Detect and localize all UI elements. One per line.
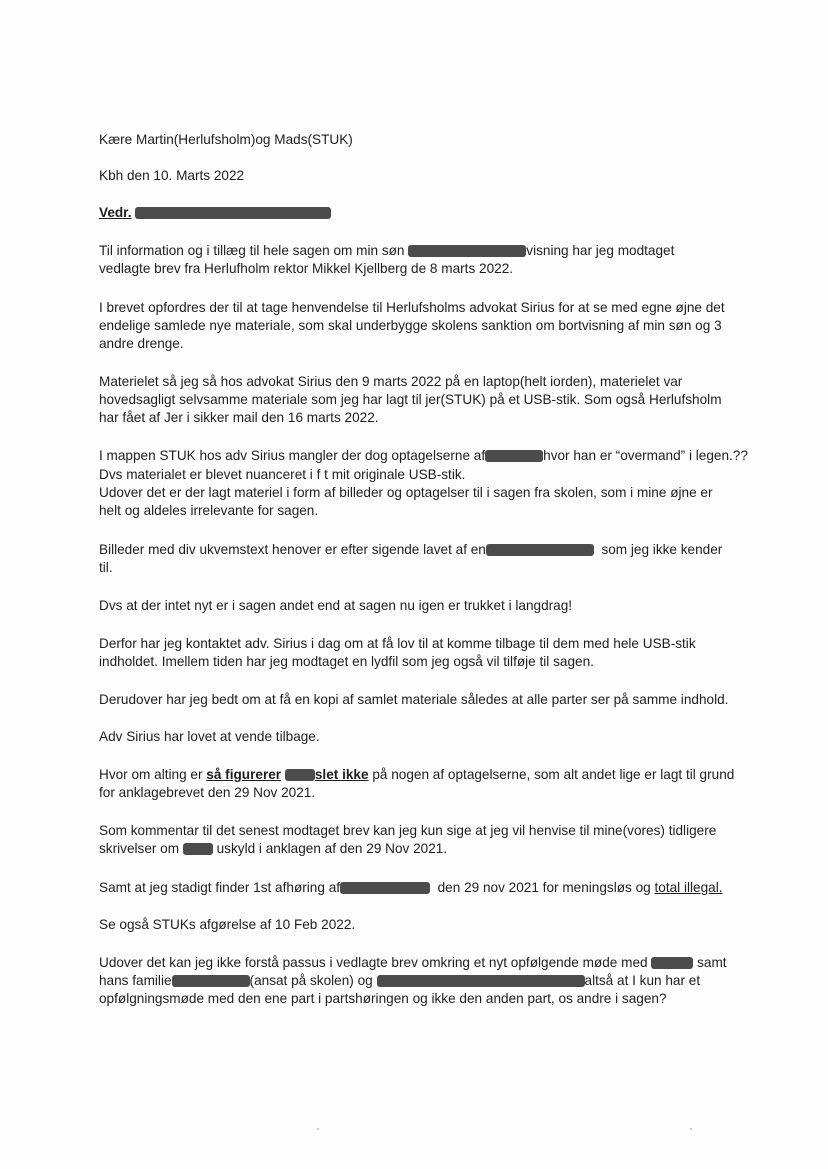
paragraph-14-line-2: [99, 972, 700, 989]
paragraph-5-line-1: [99, 541, 722, 558]
redaction-mark: [135, 207, 331, 219]
paragraph-13: Se også STUKs afgørelse af 10 Feb 2022.: [99, 917, 356, 932]
redaction-mark: [183, 843, 213, 855]
subject-label: Vedr.: [99, 205, 132, 220]
scan-speck: [690, 1128, 692, 1130]
paragraph-3-line-1: Materielet så jeg så hos advokat Sirius den 9 marts 2022 på en laptop(helt iorden), materielet var: [99, 374, 683, 389]
paragraph-5-line-2: til.: [99, 560, 113, 575]
redaction-mark: [486, 544, 594, 556]
text-span: Til information og i tillæg til hele sagen om min søn: [99, 243, 405, 258]
paragraph-3-line-3: har fået af Jer i sikker mail den 16 marts 2022.: [99, 410, 379, 425]
salutation: Kære Martin(Herlufsholm)og Mads(STUK): [99, 132, 353, 147]
text-span: den 29 nov 2021 for meningsløs og: [437, 880, 651, 895]
paragraph-7-line-1: Derfor har jeg kontaktet adv. Sirius i dag om at få lov til at komme tilbage til dem med hele USB-stik: [99, 636, 696, 651]
paragraph-4-line-4: helt og aldeles irrelevante for sagen.: [99, 503, 319, 518]
text-span: Billeder med div ukvemstext henover er efter sigende lavet af en: [99, 542, 486, 557]
paragraph-1-line-1: [99, 242, 674, 259]
emphasis-span: slet ikke: [314, 767, 369, 782]
letter-date: Kbh den 10. Marts 2022: [99, 168, 245, 183]
text-span: samt: [697, 955, 727, 970]
text-span: I mappen STUK hos adv Sirius mangler der dog optagelserne af: [99, 448, 486, 463]
text-span: Samt at jeg stadigt finder 1st afhøring af: [99, 880, 341, 895]
paragraph-11-line-1: Som kommentar til det senest modtaget brev kan jeg kun sige at jeg vil henvise til mine(vores) tidligere: [99, 823, 717, 838]
redaction-mark: [285, 769, 315, 781]
emphasis-span: så figurerer: [206, 767, 282, 782]
paragraph-12: [99, 879, 723, 896]
redaction-mark: [485, 450, 543, 462]
paragraph-14-line-1: [99, 954, 727, 971]
paragraph-4-line-1: [99, 447, 748, 464]
paragraph-3-line-2: hovedsagligt selvsamme materiale som jeg har lagt til jer(STUK) på et USB-stik. Som også Herlufsholm: [99, 392, 722, 407]
emphasis-span: total illegal.: [654, 880, 723, 895]
redaction-mark: [651, 957, 693, 969]
redaction-mark: [340, 882, 430, 894]
paragraph-14-line-3: opfølgningsmøde med den ene part i partshøringen og ikke den anden part, os andre i sagen?: [99, 991, 667, 1006]
paragraph-2-line-3: andre drenge.: [99, 336, 184, 351]
scan-speck: [317, 1128, 319, 1130]
paragraph-10-line-2: for anklagebrevet den 29 Nov 2021.: [99, 785, 316, 800]
text-span: hvor han er “overmand” i legen.??: [543, 448, 748, 463]
text-span: (ansat på skolen) og: [249, 973, 373, 988]
paragraph-2-line-2: endelige samlede nye materiale, som skal underbygge skolens sanktion om bortvisning af min søn og 3: [99, 318, 722, 333]
redaction-mark: [172, 975, 250, 987]
text-span: uskyld i anklagen af den 29 Nov 2021.: [216, 841, 448, 856]
paragraph-6: Dvs at der intet nyt er i sagen andet end at sagen nu igen er trukket i langdrag!: [99, 598, 573, 613]
text-span: skrivelser om: [99, 841, 180, 856]
paragraph-7-line-2: indholdet. Imellem tiden har jeg modtaget en lydfil som jeg også vil tilføje til sagen.: [99, 654, 594, 669]
text-span: hans familie: [99, 973, 172, 988]
text-span: på nogen af optagelserne, som alt andet lige er lagt til grund: [372, 767, 735, 782]
paragraph-4-line-3: Udover det er der lagt materiel i form af billeder og optagelser til i sagen fra skolen, som i mine øjne er: [99, 485, 713, 500]
text-span: som jeg ikke kender: [601, 542, 723, 557]
redaction-mark: [377, 975, 585, 987]
paragraph-2-line-1: I brevet opfordres der til at tage henvendelse til Herlufsholms advokat Sirius for at se med egne øjne det: [99, 300, 725, 315]
paragraph-11-line-2: [99, 840, 447, 857]
paragraph-9: Adv Sirius har lovet at vende tilbage.: [99, 729, 320, 744]
paragraph-1-line-2: vedlagte brev fra Herlufholm rektor Mikkel Kjellberg de 8 marts 2022.: [99, 261, 514, 276]
paragraph-4-line-2: Dvs materialet er blevet nuanceret i f t mit originale USB-stik.: [99, 467, 466, 482]
text-span: Hvor om alting er: [99, 767, 203, 782]
text-span: visning har jeg modtaget: [526, 243, 675, 258]
text-span: Udover det kan jeg ikke forstå passus i vedlagte brev omkring et nyt opfølgende møde med: [99, 955, 648, 970]
subject-line: [99, 204, 331, 221]
paragraph-8: Derudover har jeg bedt om at få en kopi af samlet materiale således at alle parter ser på samme indhold.: [99, 692, 729, 707]
paragraph-10-line-1: [99, 766, 734, 783]
redaction-mark: [408, 245, 526, 257]
text-span: altså at I kun har et: [584, 973, 701, 988]
